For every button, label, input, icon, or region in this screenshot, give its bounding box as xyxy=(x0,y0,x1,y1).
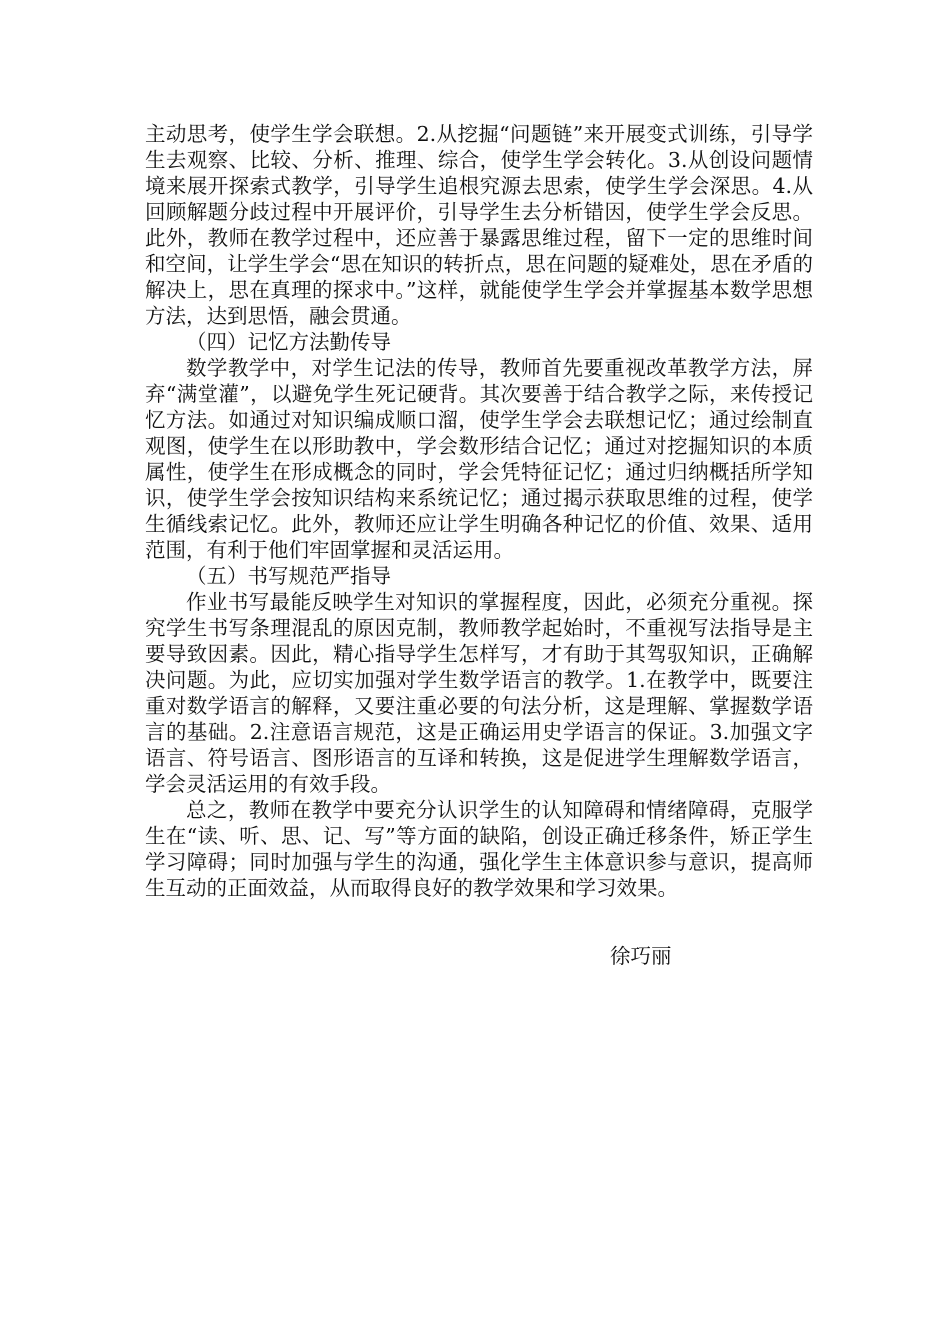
document-body xyxy=(145,121,813,901)
section-heading-memory-methods: （四）记忆方法勤传导 xyxy=(186,330,391,354)
author-signature: 徐巧丽 xyxy=(610,944,672,968)
paragraph-conclusion: 总之，教师在教学中要充分认识学生的认知障碍和情绪障碍，克服学生在“读、听、思、记、写”等方面的缺陷，创设正确迁移条件，矫正学生学习障碍；同时加强与学生的沟通，强化学生主体意识参与意识，提高师生互动的正面效益，从而取得良好的教学效果和学习效果。 xyxy=(145,798,813,900)
paragraph-memory-methods: 数学教学中，对学生记法的传导，教师首先要重视改革教学方法，屏弃“满堂灌”，以避免学生死记硬背。其次要善于结合教学之际，来传授记忆方法。如通过对知识编成顺口溜，使学生学会去联想记忆；通过绘制直观图，使学生在以形助教中，学会数形结合记忆；通过对挖掘知识的本质属性，使学生在形成概念的同时，学会凭特征记忆；通过归纳概括所学知识，使学生学会按知识结构来系统记忆；通过揭示获取思维的过程，使学生循线索记忆。此外，教师还应让学生明确各种记忆的价值、效果、适用范围，有利于他们牢固掌握和灵活运用。 xyxy=(145,356,813,562)
paragraph-continuation: 主动思考，使学生学会联想。2.从挖掘“问题链”来开展变式训练，引导学生去观察、比较、分析、推理、综合，使学生学会转化。3.从创设问题情境来展开探索式教学，引导学生追根究源去思索，使学生学会深思。4.从回顾解题分歧过程中开展评价，引导学生去分析错因，使学生学会反思。此外，教师在教学过程中，还应善于暴露思维过程，留下一定的思维时间和空间，让学生学会“思在知识的转折点，思在问题的疑难处，思在矛盾的解决上，思在真理的探求中。”这样，就能使学生学会并掌握基本数学思想方法，达到思悟，融会贯通。 xyxy=(145,122,813,328)
paragraph-writing-guidance: 作业书写最能反映学生对知识的掌握程度，因此，必须充分重视。探究学生书写条理混乱的原因克制，教师教学起始时，不重视写法指导是主要导致因素。因此，精心指导学生怎样写，才有助于其驾驭知识，正确解决问题。为此，应切实加强对学生数学语言的教学。1.在教学中，既要注重对数学语言的解释，又要注重必要的句法分析，这是理解、掌握数学语言的基础。2.注意语言规范，这是正确运用史学语言的保证。3.加强文字语言、符号语言、图形语言的互译和转换，这是促进学生理解数学语言，学会灵活运用的有效手段。 xyxy=(145,590,813,796)
section-heading-writing-guidance: （五）书写规范严指导 xyxy=(186,564,391,588)
